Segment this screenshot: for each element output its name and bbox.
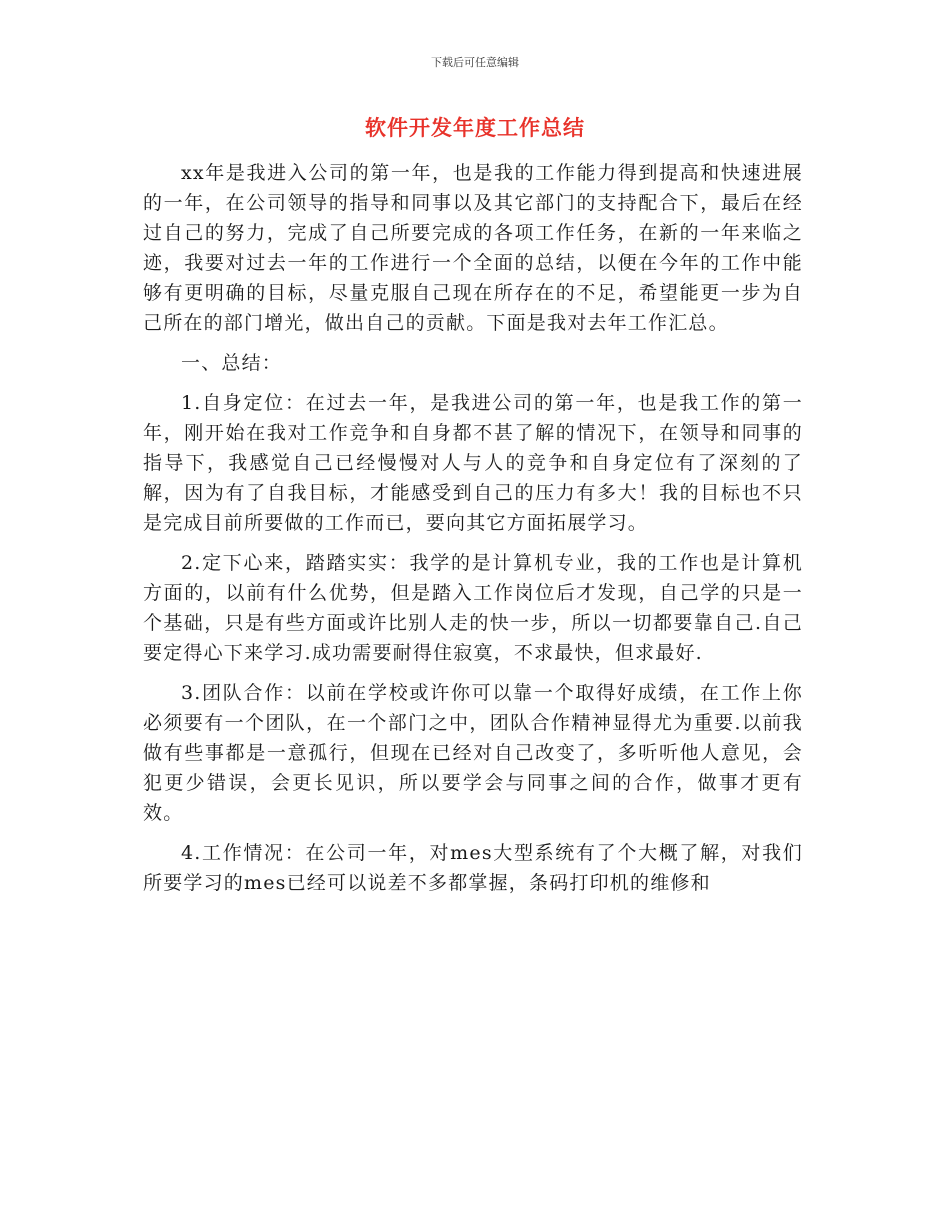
paragraph-self-positioning: 1.自身定位：在过去一年，是我进公司的第一年，也是我工作的第一年，刚开始在我对工作竞争和自身都不甚了解的情况下，在领导和同事的指导下，我感觉自己已经慢慢对人与人的竞争和自身定位有了深刻的了解，因为有了自我目标，才能感受到自己的压力有多大！我的目标也不只是完成目前所要做的工作而已，要向其它方面拓展学习。: [143, 392, 803, 534]
paragraph-settle-down: 2.定下心来，踏踏实实：我学的是计算机专业，我的工作也是计算机方面的，以前有什么优势，但是踏入工作岗位后才发现，自己学的只是一个基础，只是有些方面或许比别人走的快一步，所以一切都要靠自己.自己要定得心下来学习.成功需要耐得住寂寞，不求最快，但求最好.: [143, 552, 803, 664]
paragraph-intro: xx年是我进入公司的第一年，也是我的工作能力得到提高和快速进展的一年，在公司领导的指导和同事以及其它部门的支持配合下，最后在经过自己的努力，完成了自己所要完成的各项工作任务，在新的一年来临之迹，我要对过去一年的工作进行一个全面的总结，以便在今年的工作中能够有更明确的目标，尽量克服自己现在所存在的不足，希望能更一步为自己所在的部门增光，做出自己的贡献。下面是我对去年工作汇总。: [143, 162, 803, 334]
paragraph-teamwork: 3.团队合作：以前在学校或许你可以靠一个取得好成绩，在工作上你必须要有一个团队，在一个部门之中，团队合作精神显得尤为重要.以前我做有些事都是一意孤行，但现在已经对自己改变了，多听听他人意见，会犯更少错误，会更长见识，所以要学会与同事之间的合作，做事才更有效。: [143, 682, 803, 824]
paragraph-work-status: 4.工作情况：在公司一年，对mes大型系统有了个大概了解，对我们所要学习的mes已经可以说差不多都掌握，条码打印机的维修和: [143, 842, 803, 894]
document-body: [143, 158, 803, 908]
header-note: 下载后可任意编辑: [431, 56, 519, 69]
paragraph-section-heading: 一、总结：: [181, 352, 283, 374]
document-title: 软件开发年度工作总结: [365, 116, 585, 140]
